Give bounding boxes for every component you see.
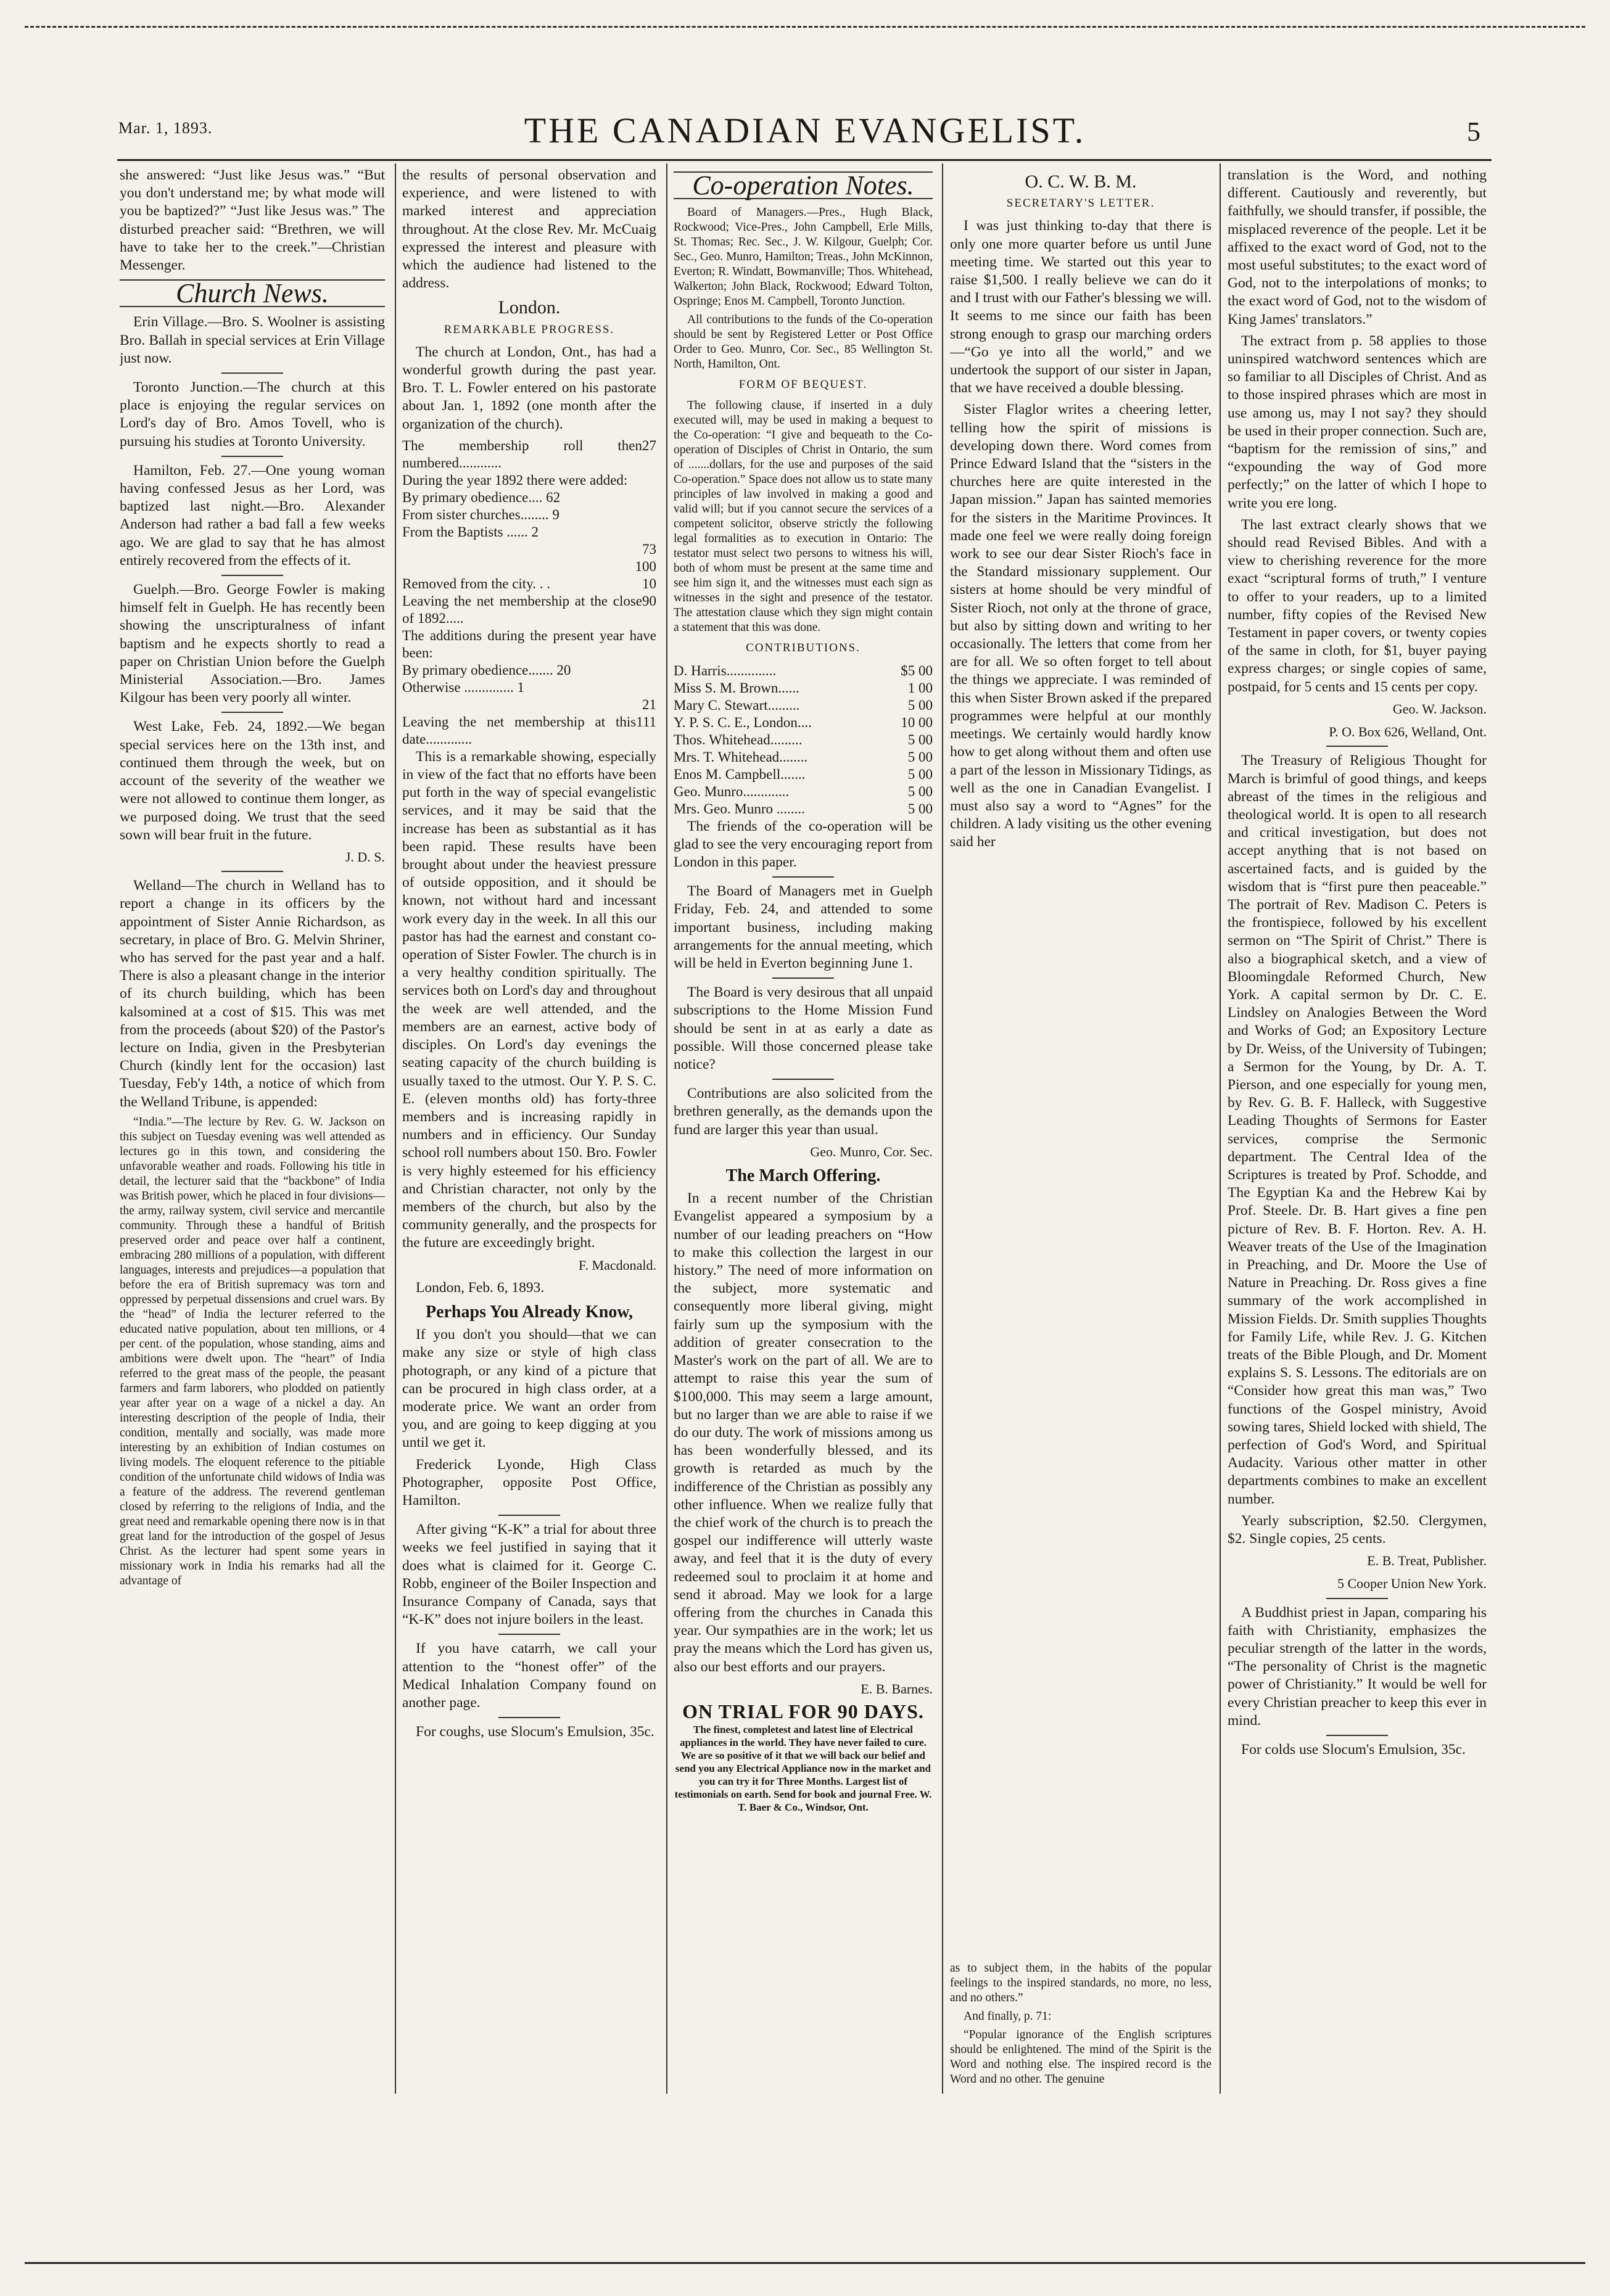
paragraph: The Treasury of Religious Thought for March is brimful of good things, and keeps abreast of the times in the religious and theological world. It is open to all research and critical investigation, but does not accept anything that is not based on ascertained facts, and is guided by the wisdom that is “first pure then peaceable.” The portrait of Rev. Madison C. Peters is the frontispiece, followed by his excellent sermon on “The Spirit of Christ.” There is also a biographical sketch, and a view of Bloomingdale Reformed Church, New York. A capital sermon by Dr. C. E. Lindsley on Analogies Between the Word and Works of God; an Expository Lecture by Dr. Weiss, of the University of Tubingen; a Sermon for the Young, by Dr. A. T. Pierson, and one especially for young men, by Rev. G. B. F. Halleck, with Suggestive Leading Thoughts of Sermons for Easter services, comprise the Sermonic department. The Central Idea of the Scriptures is treated by Prof. Schodde, and The Egyptian Ka and the Hebrew Kai by Prof. Steele. Dr. B. Hart gives a fine pen picture of Rev. B. F. Horton. Rev. A. H. Weaver treats of the Use of the Imagination in Preaching, and Dr. Moore the Use of Nature in Preaching. Dr. Ross gives a fine summary of the work accomplished in Mission Fields. Dr. Smith supplies Thoughts for Family Life, while Rev. J. G. Kitchen treats of the Bible Plough, and Dr. Moment explains S. S. Lessons. The editorials are on “Consider how great this man was,” Two functions of the Gospel ministry, Avoid sowing tares, Shield locked with shield, The perfection of God's Word, and Spiritual Audacity. Various other matter in other departments combines to make an excellent number. — [1228, 752, 1487, 1507]
signature: Geo. Munro, Cor. Sec. — [810, 1143, 933, 1159]
paragraph: Toronto Junction.—The church at this place is enjoying the regular services on Lord's day of Bro. Amos Tovell, who is pursuing his studies at Toronto University. — [120, 379, 385, 450]
separator — [1326, 1735, 1388, 1736]
contribution-row — [674, 680, 933, 697]
row-value: 5 00 — [907, 749, 933, 765]
separator — [221, 575, 283, 576]
row-value: 5 00 — [907, 783, 933, 799]
page-number: 5 — [1467, 117, 1480, 147]
contributions-table — [674, 662, 933, 818]
address: P. O. Box 626, Welland, Ont. — [1329, 724, 1487, 740]
row-value: 21 — [642, 696, 656, 712]
membership-row — [402, 524, 656, 541]
row-label: By primary obedience.... 62 — [402, 489, 561, 505]
contribution-row — [674, 783, 933, 800]
row-label: Mrs. T. Whitehead........ — [674, 749, 808, 765]
paragraph: All contributions to the funds of the Co-operation should be sent by Registered Letter or Post Office Order to Geo. Munro, Cor. Sec., 85 Wellington St. North, Hamilton, Ont. — [674, 313, 933, 371]
row-label: Enos M. Campbell....... — [674, 766, 806, 782]
column-1 — [120, 167, 385, 2097]
contribution-row — [674, 697, 933, 714]
membership-table — [402, 437, 656, 748]
paragraph: Contributions are also solicited from the brethren generally, as the demands upon the fund are larger this year than usual. — [674, 1085, 933, 1138]
signature: F. Macdonald. — [579, 1257, 656, 1273]
top-rule — [25, 26, 1585, 28]
membership-row — [402, 489, 656, 506]
section-title-church-news: Church News. — [120, 279, 385, 307]
paragraph: Guelph.—Bro. George Fowler is making himself felt in Guelph. He has recently been showing the unscripturalness of infant baptism and he expects shortly to read a paper on Christian Union before the Guelph Ministerial Association.—Bro. James Kilgour has been very poorly all winter. — [120, 582, 385, 706]
subheading: REMARKABLE PROGRESS. — [444, 323, 615, 336]
issue-date: Mar. 1, 1893. — [118, 119, 213, 137]
paragraph: she answered: “Just like Jesus was.” “But you don't understand me; by what mode will you be baptized?” “Just like Jesus was.” The disturbed preacher said: “Brethren, we will have to take her to the creek.”—Christian Messenger. — [120, 167, 385, 274]
membership-row — [402, 714, 656, 748]
address: 5 Cooper Union New York. — [1337, 1576, 1487, 1592]
row-value: 1 00 — [907, 680, 933, 696]
membership-row — [402, 506, 656, 524]
heading-perhaps-you-already-know: Perhaps You Already Know, — [425, 1302, 634, 1322]
paragraph: Board of Managers.—Pres., Hugh Black, Rockwood; Vice-Pres., John Campbell, Erle Mills, St. Thomas; Rec. Sec., J. W. Kilgour, Guelph; Cor. Sec., Geo. Munro, Hamilton; Treas., John McKinnon, Everton; R. Windatt, Bowmanville; Thos. Whitehead, Walkerton; John Black, Rockwood; Edward Tolton, Ospringe; Enos M. Campbell, Toronto Junction. — [674, 206, 933, 308]
paragraph: For colds use Slocum's Emulsion, 35c. — [1241, 1742, 1466, 1758]
membership-row — [402, 696, 656, 714]
masthead: THE CANADIAN EVANGELIST. — [524, 110, 1086, 150]
row-label: Otherwise .............. 1 — [402, 679, 525, 695]
row-label: Leaving the net membership at this date............. — [402, 714, 637, 747]
column-2 — [402, 167, 656, 2097]
paragraph: Frederick Lyonde, High Class Photographer, opposite Post Office, Hamilton. — [402, 1456, 656, 1508]
signature: E. B. Barnes. — [861, 1681, 933, 1697]
paragraph: This is a remarkable showing, especially in view of the fact that no efforts have been put forth in the way of special evangelistic services, and it may be said that the increase has been as substantial as it has been rapid. These results have been brought about under the heaviest pressure of outside opposition, and it should be known, not without hard and incessant work every day in the week. In all this our pastor has had the earnest and constant co-operation of Sister Fowler. The church is in a very healthy condition spiritually. The services both on Lord's day and throughout the week are well attended, and the members are an earnest, active body of disciples. On Lord's day evenings the seating capacity of the church building is usually taxed to the utmost. Our Y. P. S. C. E. (eleven months old) has forty-three members and is increasing rapidly in numbers and in efficiency. Our Sunday school roll numbers about 150. Bro. Fowler is very highly esteemed for his efficiency and Christian character, not only by the members of the church, but also by the community generally, and the prospects for the future are exceedingly bright. — [402, 748, 656, 1251]
paragraph: Sister Flaglor writes a cheering letter, telling how the spirit of missions is developing down there. Word comes from Prince Edward Island that the “sisters in the churches here are quite interested in the Japan mission.” Japan has sainted memories for the sisters in the Maritime Provinces. It made one feel we were really doing foreign work to see our dear Sister Rioch's face in the Standard missionary supplement. Our sisters at home should be very mindful of Sister Rioch, not only at the throne of grace, but also by sitting down and writing to her occasionally. The letters that come from her are for all. We so often forget to tell about the things we appreciate. I was reminded of this when Sister Brown asked if the prepared programmes were helpful at our monthly meetings. We certainly would hardly know how to get along without them and often use a part of the lesson in Missionary Tidings, as well as the one in Canadian Evangelist. I must also say a word to “Agnes” for the children. A lady visiting us the other evening said her — [950, 401, 1212, 850]
membership-row — [402, 575, 656, 593]
contribution-row — [674, 800, 933, 818]
contribution-row — [674, 714, 933, 731]
separator — [772, 1079, 834, 1080]
paragraph: The friends of the co-operation will be glad to see the very encouraging report from London in this paper. — [674, 818, 933, 871]
column-5 — [1228, 167, 1487, 2097]
membership-row — [402, 558, 656, 575]
separator — [221, 372, 283, 374]
column-3 — [674, 167, 933, 2097]
signature: E. B. Treat, Publisher. — [1367, 1553, 1487, 1569]
column-divider — [395, 163, 396, 2094]
row-label: The membership roll then numbered............ — [402, 437, 642, 471]
membership-row — [402, 593, 656, 627]
paragraph: the results of personal observation and experience, and were listened to with marked interest and appreciation throughout. At the close Rev. Mr. McCuaig expressed the interest and pleasure with which the audience had listened to the address. — [402, 167, 656, 292]
separator — [498, 1634, 560, 1635]
row-label: Thos. Whitehead......... — [674, 731, 803, 747]
column-divider — [1220, 163, 1221, 2094]
paragraph: If you don't you should—that we can make any size or style of high class photograph, or any kind of a picture that can be procured in high class order, at a moderate price. We want an order from you, and are going to keep digging at you until we get it. — [402, 1327, 656, 1451]
contribution-row — [674, 662, 933, 680]
row-label: During the year 1892 there were added: — [402, 472, 628, 488]
column-4-upper — [950, 167, 1212, 1005]
membership-row — [402, 472, 656, 489]
paragraph: The extract from p. 58 applies to those uninspired watchword sentences which are so familiar to all Disciples of Christ. And as to those inspired phrases which are most in use among us, may I not say? they should be used in their proper connection. Such are, “baptism for the remission of sins,” and “expounding the way of God more perfectly;” on the latter of which I hope to write you ere long. — [1228, 332, 1487, 511]
separator — [221, 712, 283, 713]
bottom-rule — [25, 2262, 1585, 2264]
row-value: 100 — [635, 558, 656, 574]
row-value: 10 — [642, 575, 656, 591]
row-value: 10 00 — [901, 714, 933, 730]
paragraph: The Board is very desirous that all unpaid subscriptions to the Home Mission Fund should be sent in at as early a date as possible. Will those concerned please take notice? — [674, 984, 933, 1073]
paragraph: Welland—The church in Welland has to report a change in its officers by the appointment of Sister Annie Richardson, as secretary, in place of Bro. G. Melvin Shriner, who has served for the past year and a half. There is also a pleasant change in the interior of its church building, which has been kalsomined at a cost of $15. This was met from the proceeds (about $20) of the Pastor's lecture on India, given in the Presbyterian Church (kindly lent for the occasion) last Tuesday, Feb'y 14th, a notice of which from the Welland Tribune, is appended: — [120, 878, 385, 1110]
separator — [772, 977, 834, 979]
heading-ocwbm: O. C. W. B. M. — [1025, 171, 1137, 192]
membership-row — [402, 437, 656, 472]
separator — [498, 1717, 560, 1718]
row-label: Leaving the net membership at the close of 1892..... — [402, 593, 642, 626]
separator — [221, 456, 283, 457]
paragraph: Erin Village.—Bro. S. Woolner is assisting Bro. Ballah in special services at Erin Village just now. — [120, 314, 385, 366]
contribution-row — [674, 749, 933, 766]
paragraph: “Popular ignorance of the English scriptures should be enlightened. The mind of the Spirit is the Word and nothing else. The inspired record is the Word and no other. The genuine — [950, 2028, 1212, 2086]
subheading: CONTRIBUTIONS. — [746, 641, 861, 655]
row-label: D. Harris.............. — [674, 662, 777, 678]
paragraph: After giving “K-K” a trial for about three weeks we feel justified in saying that it does what is claimed for it. George C. Robb, engineer of the Boiler Inspection and Insurance Company of Canada, says that “K-K” does not injure boilers in the least. — [402, 1521, 656, 1628]
paragraph: If you have catarrh, we call your attention to the “honest offer” of the Medical Inhalation Company found on another page. — [402, 1640, 656, 1711]
heading-march-offering: The March Offering. — [725, 1166, 881, 1186]
row-label: Y. P. S. C. E., London.... — [674, 714, 812, 730]
paragraph: The following clause, if inserted in a duly executed will, may be used in making a bequest to the Co-operation: “I give and bequeath to the Co-operation of Disciples of Christ in Ontario, the sum of .......dollars, for the use and purposes of the said Co-operation.” Space does not allow us to state many principles of law involved in making a good and valid will; but if you cannot secure the services of a competent solicitor, observe strictly the following legal formalities as to execution in Ontario: The testator must select two persons to witness his will, both of whom must be present at the same time and see him sign it, and the witnesses must each sign as witnesses in the sight and presence of the testator. The attestation clause which they sign might contain a statement that this was done. — [674, 399, 933, 635]
paragraph: The last extract clearly shows that we should read Revised Bibles. And with a view to cherishing reverence for the more exact “scriptural forms of truth,” I venture to offer to your readers, up to a limited number, fifty copies of the Revised New Testament in paper covers, or twenty copies of the same in cloth, for $1, buyer paying express charges; or single copies of same, postpaid, for 5 cents and 15 cents per copy. — [1228, 516, 1487, 695]
paragraph: For coughs, use Slocum's Emulsion, 35c. — [416, 1724, 654, 1740]
contribution-row — [674, 766, 933, 783]
membership-row — [402, 662, 656, 679]
row-label: Mrs. Geo. Munro ........ — [674, 800, 805, 817]
row-value: 5 00 — [907, 800, 933, 817]
row-label: From the Baptists ...... 2 — [402, 524, 539, 540]
section-title-co-operation-notes: Co-operation Notes. — [674, 171, 933, 199]
paragraph: In a recent number of the Christian Evangelist appeared a symposium by a number of our leading preachers on “How to make this collection the largest in our history.” The need of more information on the subject, more systematic and consequently more liberal giving, might fairly sum up the symposium with the addition of greater consecration to the Master's work on the part of all. We are to attempt to raise this year the sum of $100,000. This may seem a large amount, but no larger than we are able to raise if we do our duty. The work of missions among us has been wonderfully blessed, and its growth is retarded as much by the indifference of the Christian as possibly any other influence. When we realize fully that the chief work of the church is to preach the gospel our indifference will utterly waste away, and feel that it is the duty of every redeemed soul to proclaim it at home and send it abroad. May we look for a large offering from the churches in Canada this year. Our sympathies are in the work; let us pray the means which the Lord has given us, also our best efforts and our prayers. — [674, 1190, 933, 1675]
column-divider — [942, 163, 943, 2094]
ad-text: The finest, completest and latest line of Electrical appliances in the world. They have never failed to cure. We are so positive of it that we will back our belief and send you any Electrical Appliance now in the market and you can try it for Three Months. Largest list of testimonials on earth. Send for book and journal Free. W. T. Baer & Co., Windsor, Ont. — [674, 1724, 932, 1814]
separator — [221, 871, 283, 872]
separator — [1326, 1598, 1388, 1599]
row-label: From sister churches........ 9 — [402, 506, 559, 522]
separator — [1326, 746, 1388, 747]
row-value: 5 00 — [907, 766, 933, 782]
header-rule — [117, 159, 1492, 161]
paragraph: And finally, p. 71: — [964, 2010, 1052, 2023]
membership-row — [402, 541, 656, 558]
paragraph: West Lake, Feb. 24, 1892.—We began special services here on the 13th inst, and continued them through the week, but on account of the severity of the weather we were not allowed to continue them longer, as we purposed doing. We trust that the seed sown will bear fruit in the future. — [120, 718, 385, 843]
heading-london: London. — [498, 297, 561, 318]
row-value: 111 — [636, 714, 656, 730]
paragraph: The Board of Managers met in Guelph Friday, Feb. 24, and attended to some important business, including making arrangements for the annual meeting, which will be held in Everton beginning June 1. — [674, 883, 933, 972]
row-value: $5 00 — [901, 662, 933, 678]
paragraph: I was just thinking to-day that there is only one more quarter before us until June meeting time. We started out this year to raise $1,500. I really believe we can do it and I trust with our Father's blessing we will. It seems to me since our faith has been strong enough to grasp our marching orders—“Go ye into all the world,” and we undertook the support of our sister in Japan, that we have received a double blessing. — [950, 218, 1212, 397]
column-divider — [666, 163, 667, 2094]
contribution-row — [674, 731, 933, 749]
paragraph: translation is the Word, and nothing different. Cautiously and reverently, but faithfully, we should transfer, if possible, the misplaced reverence of the people. Let it be affixed to the exact word of God, not to the most useful substitutes; to the exact word of God, not to the interpolations of monks; to the exact word of God, not to the wisdom of King James' translators.” — [1228, 167, 1487, 327]
row-label: The additions during the present year have been: — [402, 627, 656, 660]
row-value: 73 — [642, 541, 656, 557]
membership-row — [402, 679, 656, 696]
dateline: London, Feb. 6, 1893. — [416, 1279, 545, 1296]
paragraph: “India.”—The lecture by Rev. G. W. Jackson on this subject on Tuesday evening was well attended as lectures go in this town, and considering the unfavorable weather and roads. Following his title in detail, the lecturer said that the “backbone” of India was British power, which he placed in four divisions—the army, railway system, civil service and mercantile community. Through these a handful of British preserved order and peace over half a continent, embracing 280 millions of a population, with different languages, interests and prejudices—a population that before the era of British supremacy was torn and oppressed by perpetual dissensions and cruel wars. By the “head” of India the lecturer referred to the educated native population, about ten millions, or 4 per cent. of the population, whose standing, aims and ambitions were dwelt upon. The “heart” of India referred to the great mass of the people, the peasant farmers and farm laborers, who plodded on patiently year after year on a wage of a nickel a day. An interesting description of the people of India, their condition, mentally and socially, was made more interesting by an exhibition of Indian costumes on living models. The eloquent reference to the pitiable condition of the unfortunate child widows of India was a feature of the address. The reverend gentleman closed by referring to the religions of India, and the great need and remarkable opening there now is in that great land for the introduction of the gospel of Jesus Christ. As the lecturer had spent some years in missionary work in India his remarks had all the advantage of — [120, 1115, 385, 1587]
row-label: Removed from the city. . . — [402, 575, 550, 591]
subheading: SECRETARY'S LETTER. — [1006, 197, 1155, 210]
row-value: 5 00 — [907, 731, 933, 747]
paragraph: as to subject them, in the habits of the popular feelings to the inspired standards, no more, no less, and no others.” — [950, 1962, 1212, 2004]
separator — [772, 876, 834, 878]
paragraph: Hamilton, Feb. 27.—One young woman having confessed Jesus as her Lord, was baptized last night.—Bro. Alexander Anderson had rather a bad fall a few weeks ago. We are glad to say that he has almost entirely recovered from the effects of it. — [120, 462, 385, 569]
ad-title: ON TRIAL FOR 90 DAYS. — [682, 1700, 924, 1722]
row-value: 90 — [642, 593, 656, 609]
row-value: 5 00 — [907, 697, 933, 713]
row-value: 27 — [642, 437, 656, 453]
row-label: Miss S. M. Brown...... — [674, 680, 799, 696]
row-label: By primary obedience....... 20 — [402, 662, 571, 678]
signature: Geo. W. Jackson. — [1392, 701, 1487, 717]
signature: J. D. S. — [345, 849, 385, 865]
paragraph: The church at London, Ont., has had a wonderful growth during the past year. Bro. T. L. Fowler entered on his pastorate about Jan. 1, 1892 (one month after the organization of the church). — [402, 344, 656, 432]
row-label: Mary C. Stewart......... — [674, 697, 800, 713]
membership-row — [402, 627, 656, 662]
row-label: Geo. Munro............. — [674, 783, 790, 799]
separator — [498, 1515, 560, 1516]
paragraph: Yearly subscription, $2.50. Clergymen, $2. Single copies, 25 cents. — [1228, 1512, 1487, 1547]
subheading: FORM OF BEQUEST. — [738, 378, 868, 392]
paragraph: A Buddhist priest in Japan, comparing his faith with Christianity, emphasizes the peculiar strength of the latter in the words, “The personality of Christ is the magnetic power of Christianity.” It would be well for every Christian preacher to keep this ever in mind. — [1228, 1604, 1487, 1729]
column-4-lower — [950, 1961, 1212, 2094]
